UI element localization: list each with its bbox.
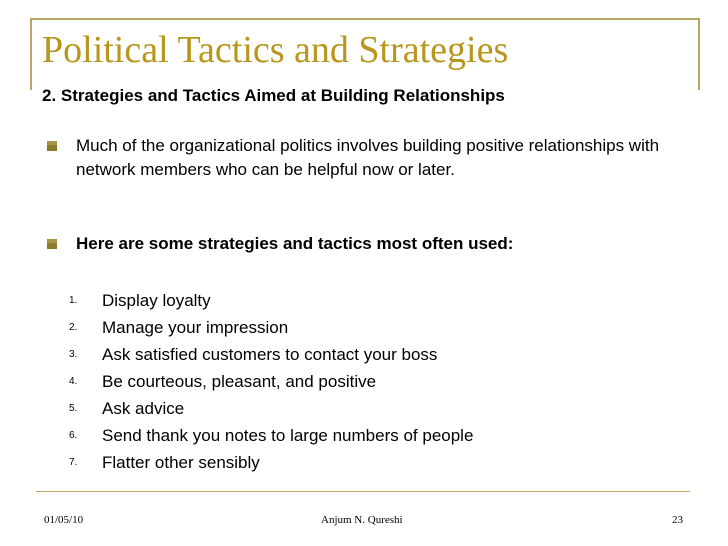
frame-top-line	[30, 18, 698, 20]
bullet-text-1: Much of the organizational politics involves building positive relationships with network members who can be helpful now or later.	[76, 136, 660, 179]
list-number: 3.	[69, 349, 78, 360]
list-number: 5.	[69, 403, 78, 414]
list-item: Manage your impression	[102, 318, 289, 337]
slide-subtitle: 2. Strategies and Tactics Aimed at Building Relationships	[42, 86, 505, 105]
list-number: 2.	[69, 322, 78, 333]
bullet-text-2: Here are some strategies and tactics most often used:	[76, 234, 514, 253]
square-bullet-icon	[47, 141, 57, 151]
footer-divider	[36, 491, 690, 492]
list-item: Ask satisfied customers to contact your boss	[102, 345, 438, 364]
list-item: Display loyalty	[102, 291, 211, 310]
list-number: 4.	[69, 376, 78, 387]
list-item: Ask advice	[102, 399, 185, 418]
footer-page-number: 23	[672, 514, 683, 526]
list-item: Be courteous, pleasant, and positive	[102, 372, 377, 391]
frame-left-line	[30, 18, 32, 90]
list-number: 1.	[69, 295, 78, 306]
list-item: Send thank you notes to large numbers of people	[102, 426, 474, 445]
footer-author: Anjum N. Qureshi	[321, 514, 403, 526]
list-number: 7.	[69, 457, 78, 468]
list-item: Flatter other sensibly	[102, 453, 260, 472]
list-number: 6.	[69, 430, 78, 441]
square-bullet-icon	[47, 239, 57, 249]
slide-title: Political Tactics and Strategies	[42, 29, 509, 71]
footer-date: 01/05/10	[44, 514, 84, 526]
frame-right-line	[698, 18, 700, 90]
